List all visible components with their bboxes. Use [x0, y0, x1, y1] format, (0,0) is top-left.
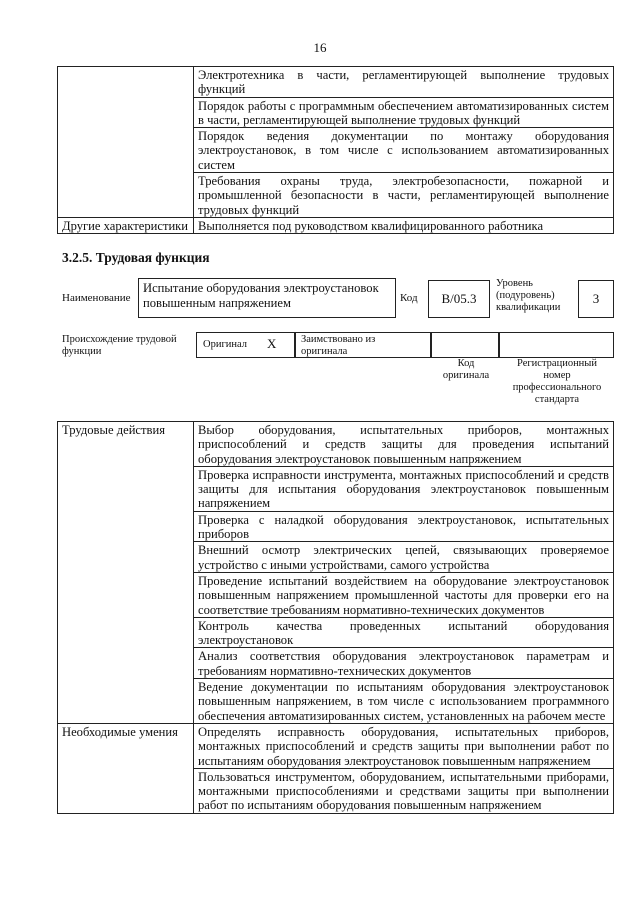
table-row: [58, 723, 614, 768]
table-cell: Анализ соответствия оборудования электроустановок параметрам и требованиям нормативно-технических документов: [194, 648, 614, 679]
level-box: [578, 280, 614, 318]
labor-actions-table: [57, 421, 614, 814]
name-box: [138, 278, 396, 318]
table-cell: Порядок ведения документации по монтажу оборудования электроустановок, в том числе с использованием автоматизированных систем: [194, 128, 614, 173]
code-original-caption: Код оригинала: [442, 358, 490, 381]
code-value: B/05.3: [441, 291, 477, 306]
level-label: Уровень (подуровень) квалификации: [496, 278, 561, 313]
group-label: Необходимые умения: [58, 723, 194, 813]
table-cell: Проведение испытаний воздействием на оборудование электроустановок повышенным напряжением промышленной частоты для проверки его на соответствие требованиям нормативно-технических документов: [194, 572, 614, 617]
original-mark: X: [267, 336, 277, 351]
original-box: [196, 332, 296, 358]
table-cell: Проверка с наладкой оборудования электроустановок, испытательных приборов: [194, 511, 614, 542]
table-cell: Определять исправность оборудования, испытательных приборов, монтажных приспособлений и средств защиты при выполнении работ по испытаниям оборудования электроустановок повышенным напряжением: [194, 723, 614, 768]
table-cell: Электротехника в части, регламентирующей выполнение трудовых функций: [194, 67, 614, 98]
table-cell: Контроль качества проведенных испытаний оборудования электроустановок: [194, 617, 614, 648]
table-row: [58, 217, 614, 233]
table-cell: Ведение документации по испытаниям оборудования электроустановок повышенным напряжением, в том числе с использованием программного обеспечения автоматизированных систем, установленных на рабочем месте: [194, 679, 614, 724]
code-label: Код: [400, 292, 418, 304]
page-number: 16: [313, 40, 327, 55]
name-value: Испытание оборудования электроустановок повышенным напряжением: [143, 281, 379, 310]
table-cell: Пользоваться инструментом, оборудованием, испытательными приборами, монтажными приспособлениями и средствами защиты при выполнении работ по испытаниям оборудования повышенным напряжением: [194, 768, 614, 813]
table-cell: Выбор оборудования, испытательных приборов, монтажных приспособлений и средств защиты для проведения испытаний оборудования электроустановок повышенным напряжением: [194, 422, 614, 467]
group-label: Трудовые действия: [58, 422, 194, 724]
table-cell: Внешний осмотр электрических цепей, связывающих проверяемое устройство с иными устройствами, самого устройства: [194, 542, 614, 573]
table-cell: Выполняется под руководством квалифицированного работника: [194, 217, 614, 233]
table-row: [58, 67, 614, 98]
reg-number-caption: Регистрационный номер профессионального стандарта: [512, 358, 602, 405]
row-label: [58, 67, 194, 218]
code-box: [428, 280, 490, 318]
code-original-box: [430, 332, 500, 358]
knowledge-table: [57, 66, 614, 234]
section-heading: 3.2.5. Трудовая функция: [62, 250, 210, 265]
borrowed-box: [294, 332, 432, 358]
table-cell: Порядок работы с программным обеспечением автоматизированных систем в части, регламентирующей выполнение трудовых функций: [194, 97, 614, 128]
table-cell: Проверка исправности инструмента, монтажных приспособлений и средств защиты для испытания оборудования электроустановок повышенным напряжением: [194, 466, 614, 511]
row-label: Другие характеристики: [58, 217, 194, 233]
borrowed-label: Заимствовано из оригинала: [301, 334, 376, 357]
name-label: Наименование: [62, 292, 131, 304]
original-label: Оригинал: [203, 339, 247, 350]
table-row: [58, 422, 614, 467]
reg-number-box: [498, 332, 614, 358]
table-cell: Требования охраны труда, электробезопасности, пожарной и промышленной безопасности в части, регламентирующей выполнение трудовых функций: [194, 173, 614, 218]
origin-label: Происхождение трудовой функции: [62, 334, 177, 357]
level-value: 3: [592, 291, 600, 306]
